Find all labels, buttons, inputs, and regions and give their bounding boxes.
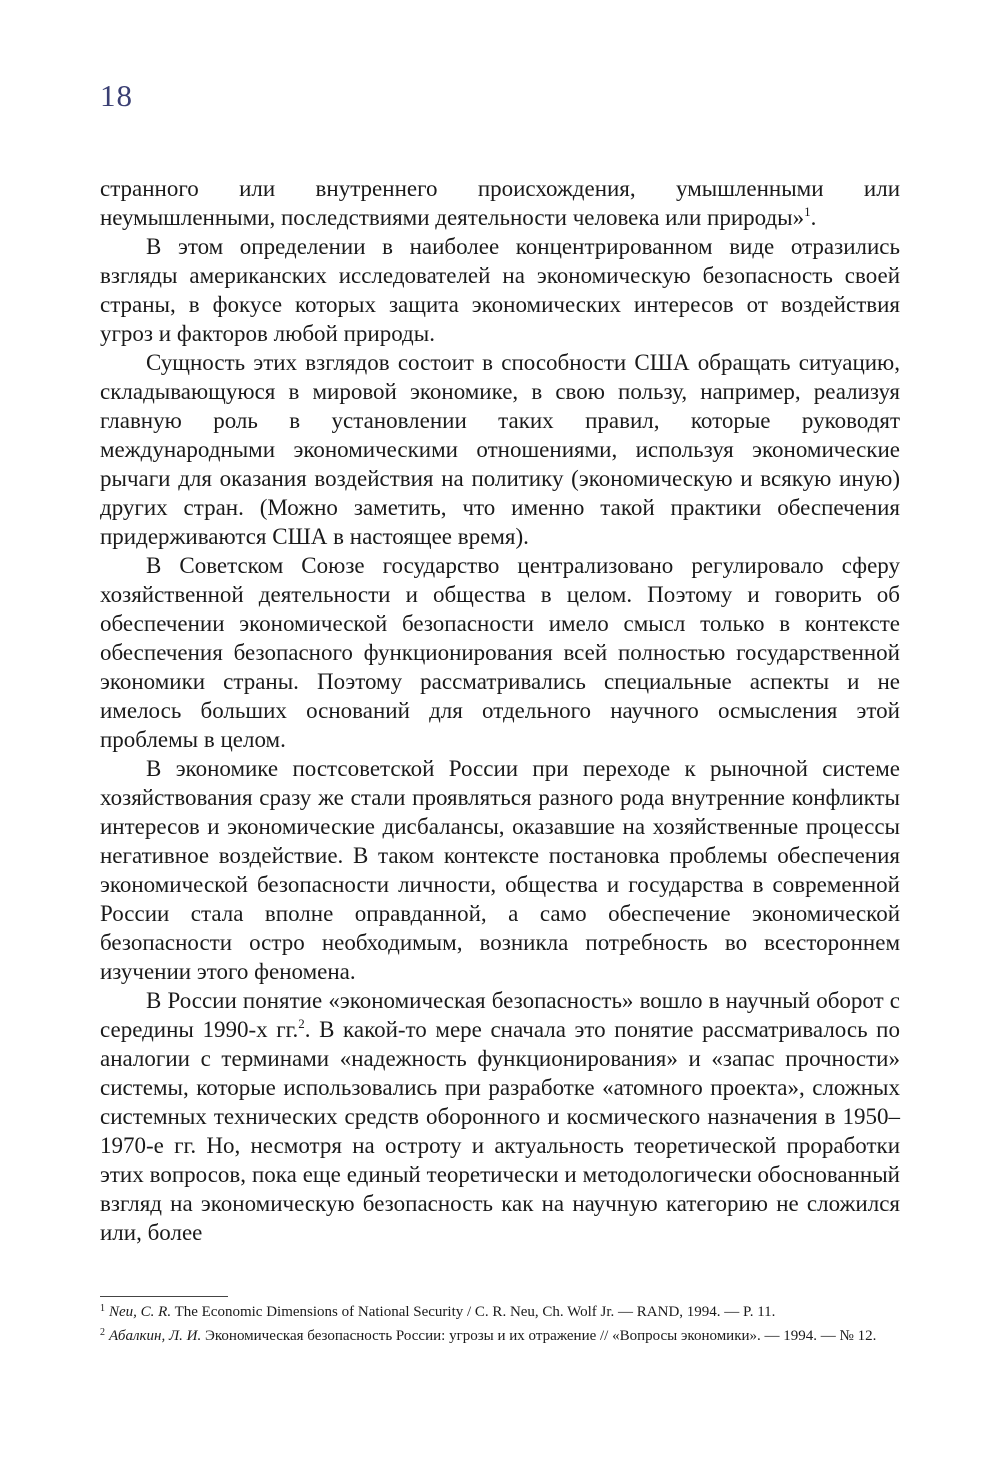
body-text [100, 174, 900, 1247]
paragraph-3: Сущность этих взглядов состоит в способности США обращать ситуацию, складывающуюся в мировой экономике, в свою пользу, например, реализуя главную роль в установлении таких правил, которые руководят международными экономическими отношениями, используя экономические рычаги для оказания воздействия на политику (экономическую и всякую иную) других стран. (Можно заметить, что именно такой практики обеспечения придерживаются США в настоящее время). [100, 350, 900, 549]
footnote-2: $^2$ Абалкин, Л. И. Экономическая безопасность России: угрозы и их отражение // «Вопросы экономики». — 1994. — № 12. [100, 1327, 877, 1344]
footnote-author: Абалкин, Л. И. [109, 1328, 202, 1344]
paragraph-6: В России понятие «экономическая безопасность» вошло в научный оборот с середины 1990-х гг.$^2$. В какой-то мере сначала это понятие рассматривалось по аналогии с терминами «надежность функционирования» и «запас прочности» системы, которые использовались при разработке «атомного проекта», сложных системных технических средств оборонного и космического назначения в 1950–1970-е гг. Но, несмотря на остроту и актуальность теоретической проработки этих вопросов, пока еще единый теоретически и методологически обоснованный взгляд на экономическую безопасность как на научную категорию не сложился или, более [100, 988, 900, 1245]
footnote-author: Neu, C. R. [109, 1304, 172, 1320]
footnote-ref-2: 2 [298, 1016, 305, 1031]
page-number: 18 [100, 78, 133, 113]
paragraph-1: странного или внутреннего происхождения, умышленными или неумышленными, последствиями деятельности человека или природы»$^1$. [100, 176, 900, 230]
paragraph-2: В этом определении в наиболее концентрированном виде отразились взгляды американских исследователей на экономическую безопасность своей страны, в фокусе которых защита экономических интересов от воздействия угроз и факторов любой природы. [100, 234, 900, 346]
paragraph-5: В экономике постсоветской России при переходе к рыночной системе хозяйствования сразу же стали проявляться разного рода внутренние конфликты интересов и экономические дисбалансы, оказавшие на хозяйственные процессы негативное воздействие. В таком контексте постановка проблемы обеспечения экономической безопасности личности, общества и государства в современной России стала вполне оправданной, а само обеспечение экономической безопасности остро необходимым, возникла потребность во всестороннем изучении этого феномена. [100, 756, 900, 984]
footnote-ref-1: 1 [804, 204, 811, 219]
footnotes [100, 1302, 900, 1350]
footnote-1: $^1$ Neu, C. R. The Economic Dimensions of National Security / C. R. Neu, Ch. Wolf Jr. — RAND, 1994. — P. 11. [100, 1303, 776, 1320]
paragraph-4: В Советском Союзе государство централизовано регулировало сферу хозяйственной деятельности и общества в целом. Поэтому и говорить об обеспечении экономической безопасности имело смысл только в контексте обеспечения безопасного функционирования всей полностью государственной экономики страны. Поэтому рассматривались специальные аспекты и не имелось больших оснований для отдельного научного осмысления этой проблемы в целом. [100, 553, 900, 752]
footnote-divider [100, 1296, 228, 1297]
